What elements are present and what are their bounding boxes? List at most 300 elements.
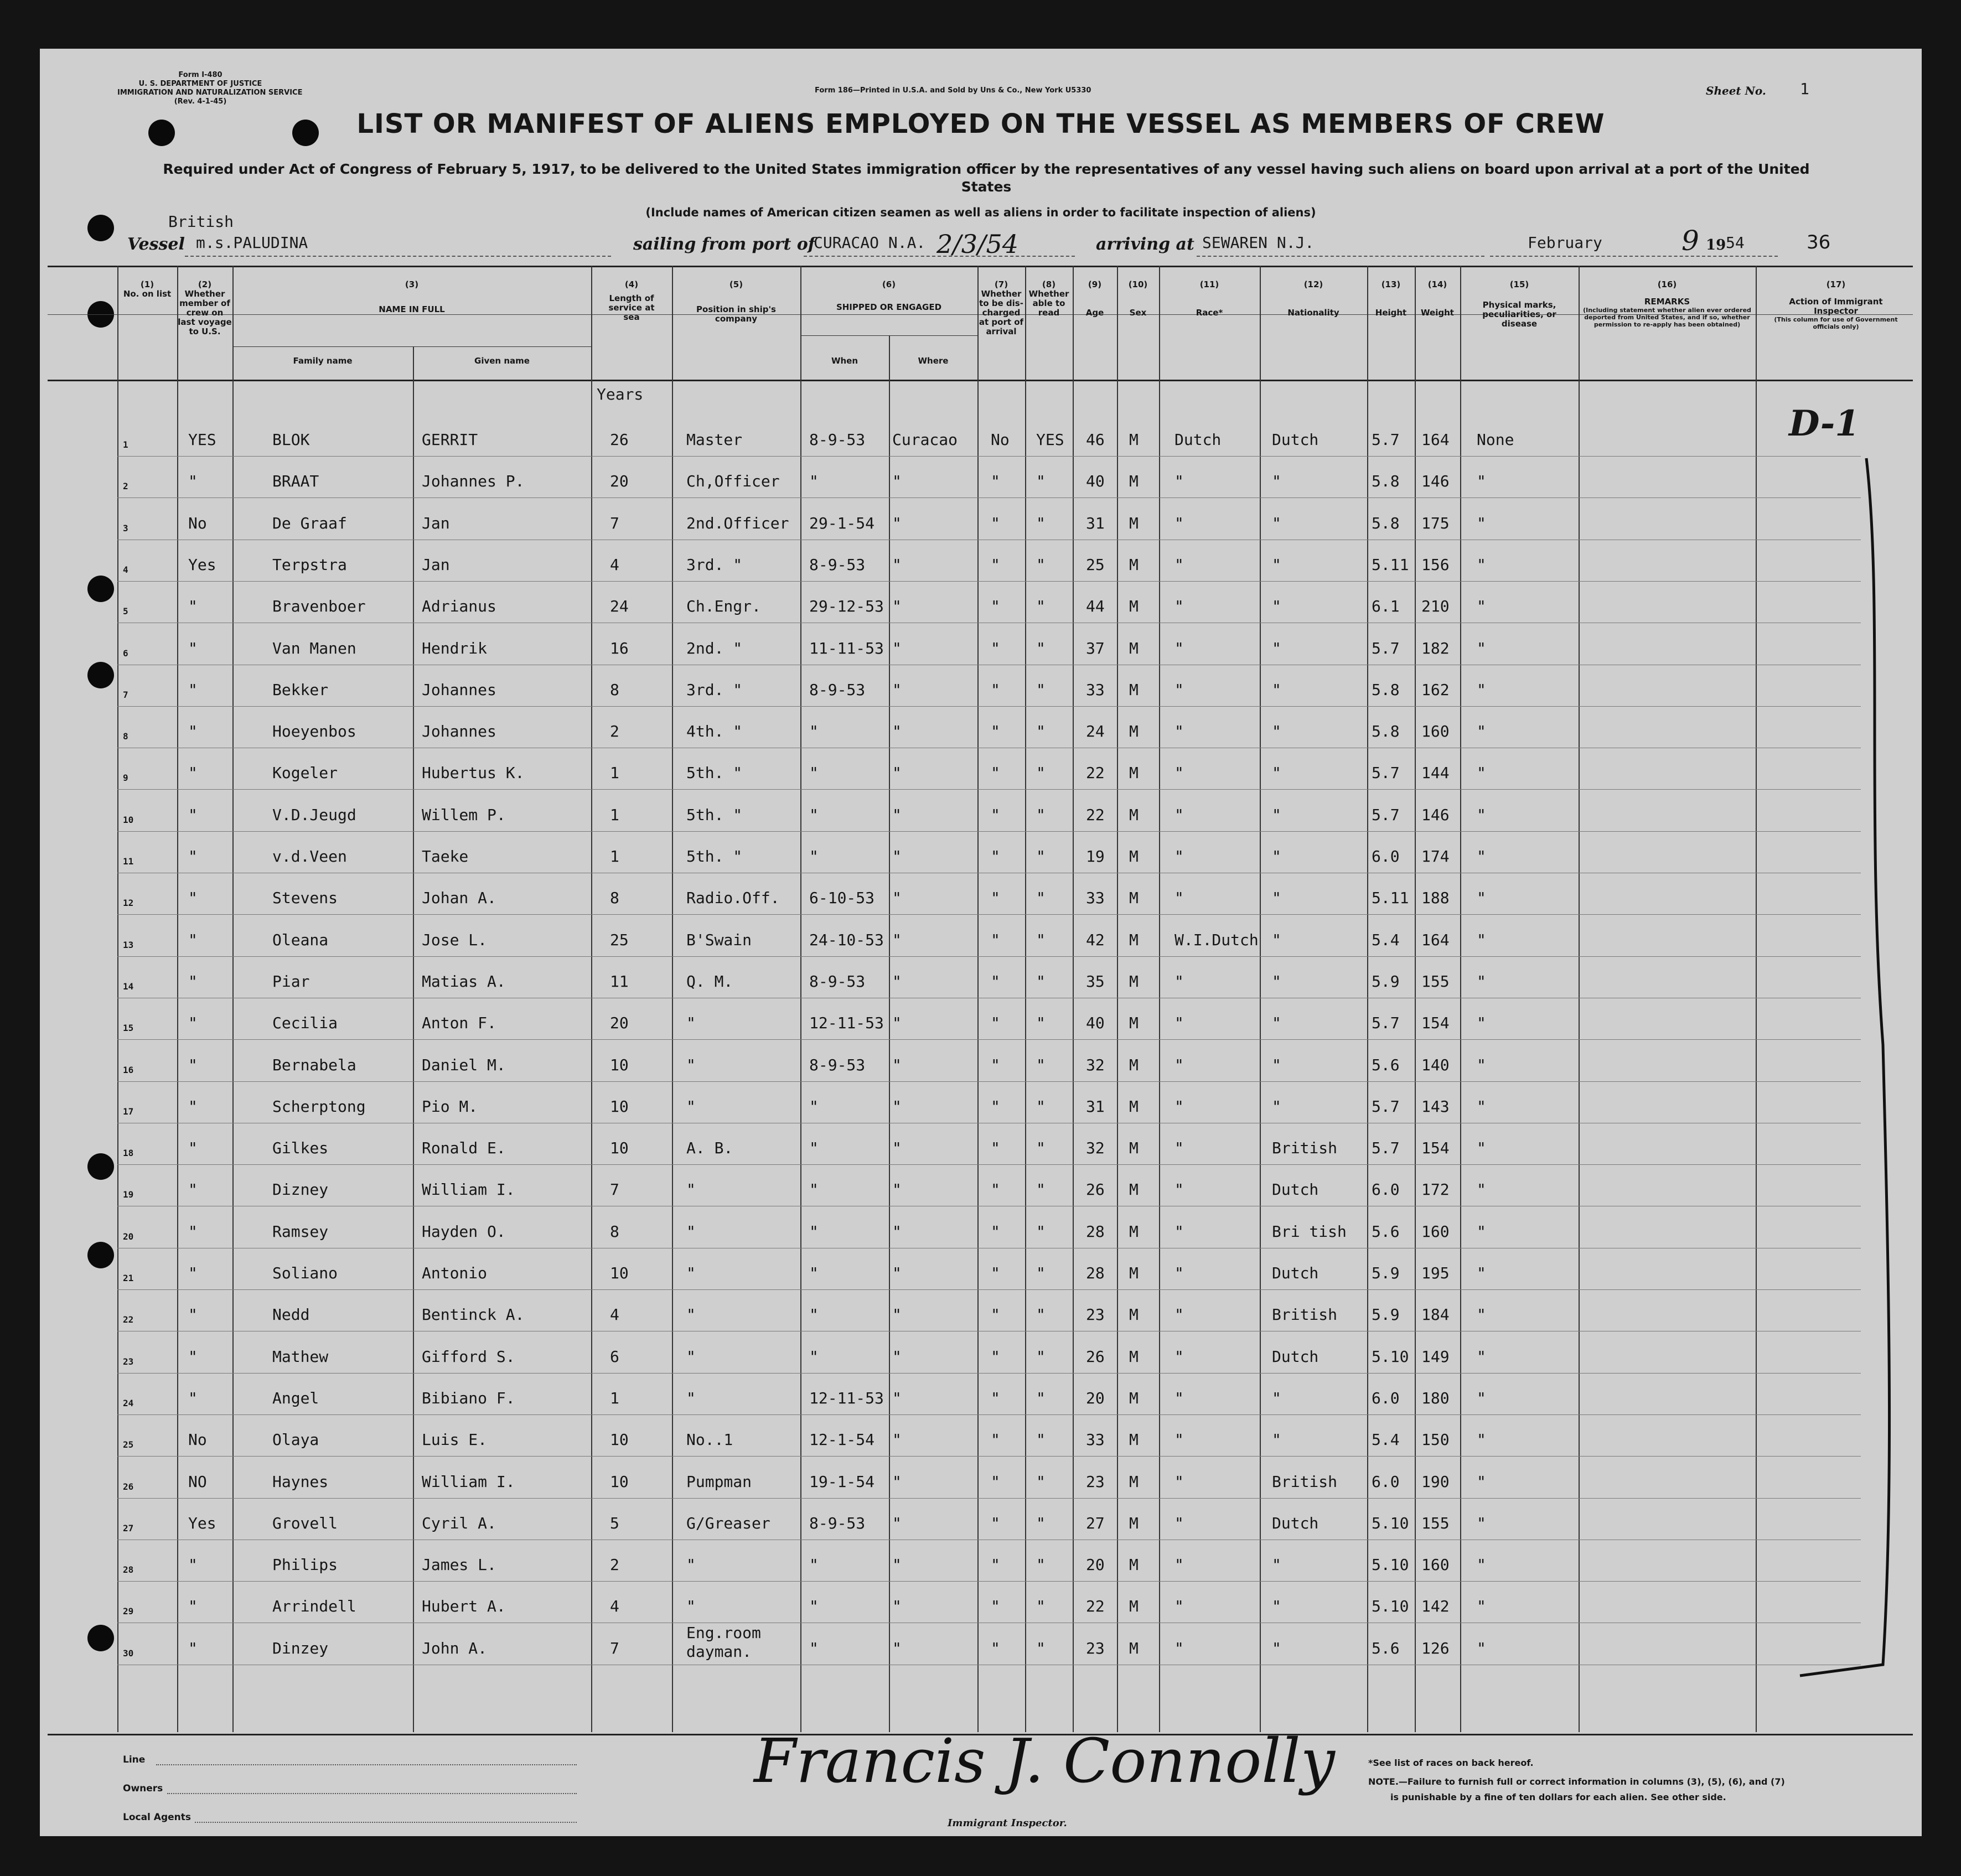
service-cell: 10 bbox=[610, 1139, 629, 1158]
voyage-cell: " bbox=[188, 1222, 198, 1241]
sex-cell: M bbox=[1129, 930, 1139, 949]
discharge-cell: " bbox=[991, 930, 1000, 949]
given-name-cell: Hubertus K. bbox=[422, 764, 525, 782]
where-cell: " bbox=[892, 1388, 902, 1407]
when-cell: " bbox=[809, 472, 819, 491]
read-cell: " bbox=[1036, 722, 1046, 741]
voyage-cell: YES bbox=[188, 431, 216, 449]
family-name-cell: Bravenboer bbox=[272, 597, 366, 616]
where-cell: " bbox=[892, 1472, 902, 1491]
weight-cell: 149 bbox=[1421, 1347, 1450, 1366]
when-cell: 8-9-53 bbox=[809, 1514, 866, 1532]
row-number: 2 bbox=[123, 481, 128, 492]
position-cell: A. B. bbox=[686, 1139, 733, 1158]
given-name-cell: Luis E. bbox=[422, 1431, 488, 1449]
where-cell: " bbox=[892, 889, 902, 908]
when-cell: " bbox=[809, 847, 819, 866]
position-cell: 2nd.Officer bbox=[686, 514, 789, 532]
race-cell: Dutch bbox=[1174, 431, 1222, 449]
service-cell: 1 bbox=[610, 847, 619, 866]
sex-cell: M bbox=[1129, 472, 1139, 491]
given-name-cell: James L. bbox=[422, 1556, 496, 1574]
service-cell: 11 bbox=[610, 972, 629, 991]
vessel-flag: British bbox=[168, 213, 234, 231]
height-cell: 5.9 bbox=[1372, 972, 1400, 991]
discharge-cell: " bbox=[991, 1639, 1000, 1657]
given-name-cell: Jan bbox=[422, 555, 450, 574]
read-cell: " bbox=[1036, 805, 1046, 824]
height-cell: 5.10 bbox=[1372, 1556, 1409, 1574]
sex-cell: M bbox=[1129, 1514, 1139, 1532]
voyage-cell: Yes bbox=[188, 1514, 216, 1532]
race-cell: " bbox=[1174, 1097, 1184, 1116]
marks-cell: " bbox=[1477, 1514, 1486, 1532]
col-sex-header: (10) Sex bbox=[1128, 279, 1148, 318]
height-cell: 5.10 bbox=[1372, 1597, 1409, 1616]
voyage-cell: " bbox=[188, 1014, 198, 1033]
row-number: 19 bbox=[123, 1189, 134, 1200]
race-cell: " bbox=[1174, 1305, 1184, 1324]
family-name-cell: BRAAT bbox=[272, 472, 319, 491]
row-divider bbox=[117, 456, 1861, 457]
when-cell: " bbox=[809, 1222, 819, 1241]
weight-cell: 174 bbox=[1421, 847, 1450, 866]
family-name-cell: Bernabela bbox=[272, 1055, 356, 1074]
age-cell: 28 bbox=[1086, 1264, 1105, 1282]
where-cell: " bbox=[892, 639, 902, 657]
year-prefix: 19 bbox=[1706, 237, 1726, 253]
position-cell: Pumpman bbox=[686, 1472, 752, 1491]
service-cell: 20 bbox=[610, 1014, 629, 1033]
service-cell: 6 bbox=[610, 1347, 619, 1366]
read-cell: " bbox=[1036, 1014, 1046, 1033]
row-number: 26 bbox=[123, 1481, 134, 1492]
nationality-cell: " bbox=[1272, 847, 1281, 866]
discharge-cell: " bbox=[991, 972, 1000, 991]
marks-cell: " bbox=[1477, 1139, 1486, 1158]
position-cell: " bbox=[686, 1264, 696, 1282]
marks-cell: " bbox=[1477, 597, 1486, 616]
nationality-cell: " bbox=[1272, 805, 1281, 824]
when-cell: " bbox=[809, 722, 819, 741]
age-cell: 28 bbox=[1086, 1222, 1105, 1241]
row-number: 17 bbox=[123, 1106, 134, 1117]
read-cell: " bbox=[1036, 972, 1046, 991]
col-weight-header: (14) Weight bbox=[1421, 279, 1454, 318]
height-cell: 5.7 bbox=[1372, 764, 1400, 782]
where-cell: " bbox=[892, 1264, 902, 1282]
when-cell: 19-1-54 bbox=[809, 1472, 875, 1491]
weight-cell: 182 bbox=[1421, 639, 1450, 657]
voyage-cell: No bbox=[188, 514, 207, 532]
age-cell: 32 bbox=[1086, 1139, 1105, 1158]
voyage-cell: " bbox=[188, 764, 198, 782]
service-cell: 10 bbox=[610, 1097, 629, 1116]
service-cell: 4 bbox=[610, 555, 619, 574]
height-cell: 5.7 bbox=[1372, 1139, 1400, 1158]
race-cell: " bbox=[1174, 514, 1184, 532]
family-name-cell: Scherptong bbox=[272, 1097, 366, 1116]
marks-cell: " bbox=[1477, 1222, 1486, 1241]
sheet-label: Sheet No. bbox=[1706, 84, 1766, 97]
when-cell: 8-9-53 bbox=[809, 1055, 866, 1074]
discharge-cell: No bbox=[991, 431, 1010, 449]
sex-cell: M bbox=[1129, 1388, 1139, 1407]
position-cell: " bbox=[686, 1556, 696, 1574]
position-cell: Master bbox=[686, 431, 743, 449]
voyage-cell: " bbox=[188, 1264, 198, 1282]
discharge-cell: " bbox=[991, 1055, 1000, 1074]
when-cell: 12-1-54 bbox=[809, 1431, 875, 1449]
given-name-cell: Hendrik bbox=[422, 639, 488, 657]
form-id-block bbox=[117, 71, 303, 106]
marks-cell: " bbox=[1477, 722, 1486, 741]
given-name-cell: Jose L. bbox=[422, 930, 488, 949]
col-nationality-header: (12) Nationality bbox=[1287, 279, 1339, 318]
col-read-header: (8) Whether able to read bbox=[1028, 279, 1069, 318]
age-cell: 32 bbox=[1086, 1055, 1105, 1074]
row-divider bbox=[117, 1456, 1861, 1457]
nationality-cell: " bbox=[1272, 1055, 1281, 1074]
height-cell: 5.11 bbox=[1372, 889, 1409, 908]
race-cell: " bbox=[1174, 972, 1184, 991]
where-cell: " bbox=[892, 1305, 902, 1324]
nationality-cell: Dutch bbox=[1272, 1264, 1319, 1282]
sex-cell: M bbox=[1129, 722, 1139, 741]
weight-cell: 160 bbox=[1421, 1556, 1450, 1574]
sex-cell: M bbox=[1129, 639, 1139, 657]
position-cell: " bbox=[686, 1014, 696, 1033]
height-cell: 6.0 bbox=[1372, 1388, 1400, 1407]
given-name-cell: Bibiano F. bbox=[422, 1388, 515, 1407]
discharge-cell: " bbox=[991, 639, 1000, 657]
height-cell: 5.4 bbox=[1372, 1431, 1400, 1449]
row-number: 6 bbox=[123, 647, 128, 659]
given-name-cell: Johannes bbox=[422, 680, 496, 699]
service-cell: 2 bbox=[610, 1556, 619, 1574]
sex-cell: M bbox=[1129, 555, 1139, 574]
col-race-header: (11) Race* bbox=[1196, 279, 1223, 318]
col-remarks-header: (16) REMARKS (Including statement whether alien ever ordered deported from United States, and if so, whether permission to re-apply has been obtained) bbox=[1583, 279, 1751, 328]
inspector-signature: Francis J. Connolly bbox=[754, 1725, 1335, 1796]
col-action-header: (17) Action of Immigrant Inspector (This column for use of Government officials only) bbox=[1774, 279, 1898, 330]
position-cell: 2nd. " bbox=[686, 639, 743, 657]
form-number: Form I-480 bbox=[178, 71, 223, 79]
inspector-label: Immigrant Inspector. bbox=[948, 1817, 1067, 1829]
position-cell: 3rd. " bbox=[686, 680, 743, 699]
service-cell: 1 bbox=[610, 1388, 619, 1407]
age-cell: 23 bbox=[1086, 1305, 1105, 1324]
family-name-cell: BLOK bbox=[272, 431, 310, 449]
row-number: 27 bbox=[123, 1522, 134, 1533]
voyage-cell: " bbox=[188, 889, 198, 908]
col-shipped-header: (6) SHIPPED OR ENGAGED bbox=[836, 279, 942, 312]
sex-cell: M bbox=[1129, 1222, 1139, 1241]
service-cell: 10 bbox=[610, 1431, 629, 1449]
sex-cell: M bbox=[1129, 1597, 1139, 1616]
given-name-cell: William I. bbox=[422, 1180, 515, 1199]
when-cell: 29-12-53 bbox=[809, 597, 884, 616]
race-cell: " bbox=[1174, 1055, 1184, 1074]
nationality-cell: " bbox=[1272, 1014, 1281, 1033]
when-cell: " bbox=[809, 1597, 819, 1616]
nationality-cell: " bbox=[1272, 639, 1281, 657]
nationality-cell: " bbox=[1272, 555, 1281, 574]
when-cell: 24-10-53 bbox=[809, 930, 884, 949]
service-cell: 25 bbox=[610, 930, 629, 949]
position-cell: " bbox=[686, 1347, 696, 1366]
voyage-cell: " bbox=[188, 1097, 198, 1116]
position-cell: No..1 bbox=[686, 1431, 733, 1449]
arrival-day: 9 bbox=[1681, 225, 1699, 257]
weight-cell: 175 bbox=[1421, 514, 1450, 532]
race-cell: " bbox=[1174, 1222, 1184, 1241]
row-number: 4 bbox=[123, 564, 128, 575]
height-cell: 6.0 bbox=[1372, 847, 1400, 866]
col-position-header: (5) Position in ship's company bbox=[696, 279, 776, 324]
nationality-cell: Dutch bbox=[1272, 1514, 1319, 1532]
sex-cell: M bbox=[1129, 680, 1139, 699]
action-bracket-line bbox=[1756, 436, 1922, 1731]
read-cell: " bbox=[1036, 1097, 1046, 1116]
sex-cell: M bbox=[1129, 1180, 1139, 1199]
race-cell: " bbox=[1174, 764, 1184, 782]
row-number: 10 bbox=[123, 814, 134, 825]
family-name-cell: Kogeler bbox=[272, 764, 338, 782]
page-number: 36 bbox=[1807, 231, 1831, 253]
family-name-cell: v.d.Veen bbox=[272, 847, 347, 866]
position-cell: " bbox=[686, 1222, 696, 1241]
weight-cell: 160 bbox=[1421, 722, 1450, 741]
row-number: 12 bbox=[123, 898, 134, 909]
race-cell: " bbox=[1174, 1264, 1184, 1282]
given-name-cell: Hubert A. bbox=[422, 1597, 506, 1616]
row-number: 22 bbox=[123, 1314, 134, 1325]
row-number: 18 bbox=[123, 1148, 134, 1159]
height-cell: 5.7 bbox=[1372, 1014, 1400, 1033]
age-cell: 20 bbox=[1086, 1388, 1105, 1407]
marks-cell: " bbox=[1477, 1431, 1486, 1449]
where-cell: " bbox=[892, 597, 902, 616]
nationality-cell: " bbox=[1272, 889, 1281, 908]
age-cell: 42 bbox=[1086, 930, 1105, 949]
when-cell: " bbox=[809, 1264, 819, 1282]
row-divider bbox=[117, 1581, 1861, 1582]
read-cell: " bbox=[1036, 1431, 1046, 1449]
height-cell: 6.0 bbox=[1372, 1180, 1400, 1199]
marks-cell: " bbox=[1477, 764, 1486, 782]
family-name-cell: V.D.Jeugd bbox=[272, 805, 356, 824]
sex-cell: M bbox=[1129, 1431, 1139, 1449]
sex-cell: M bbox=[1129, 847, 1139, 866]
race-cell: " bbox=[1174, 722, 1184, 741]
footer-agents-label: Local Agents bbox=[123, 1812, 192, 1823]
position-cell: " bbox=[686, 1305, 696, 1324]
col-height-header: (13) Height bbox=[1375, 279, 1407, 318]
height-cell: 5.7 bbox=[1372, 805, 1400, 824]
when-cell: " bbox=[809, 1097, 819, 1116]
race-cell: W.I.Dutch bbox=[1174, 930, 1259, 949]
marks-cell: None bbox=[1477, 431, 1514, 449]
marks-cell: " bbox=[1477, 972, 1486, 991]
family-name-cell: Cecilia bbox=[272, 1014, 338, 1033]
nationality-cell: " bbox=[1272, 1388, 1281, 1407]
where-cell: " bbox=[892, 1055, 902, 1074]
marks-cell: " bbox=[1477, 889, 1486, 908]
service-cell: 4 bbox=[610, 1305, 619, 1324]
row-divider bbox=[117, 497, 1861, 498]
weight-cell: 154 bbox=[1421, 1014, 1450, 1033]
service-cell: 8 bbox=[610, 680, 619, 699]
read-cell: " bbox=[1036, 1055, 1046, 1074]
family-name-cell: Piar bbox=[272, 972, 310, 991]
nationality-cell: British bbox=[1272, 1472, 1338, 1491]
row-number: 20 bbox=[123, 1231, 134, 1242]
col-voyage-header: (2) Whether member of crew on last voyage to U.S. bbox=[178, 279, 232, 336]
position-cell: " bbox=[686, 1388, 696, 1407]
read-cell: " bbox=[1036, 1264, 1046, 1282]
height-cell: 5.8 bbox=[1372, 514, 1400, 532]
marks-cell: " bbox=[1477, 514, 1486, 532]
weight-cell: 164 bbox=[1421, 431, 1450, 449]
arrival-year: 54 bbox=[1726, 234, 1745, 252]
weight-cell: 195 bbox=[1421, 1264, 1450, 1282]
when-cell: " bbox=[809, 1180, 819, 1199]
when-cell: 8-9-53 bbox=[809, 680, 866, 699]
marks-cell: " bbox=[1477, 805, 1486, 824]
marks-cell: " bbox=[1477, 1055, 1486, 1074]
weight-cell: 172 bbox=[1421, 1180, 1450, 1199]
read-cell: " bbox=[1036, 597, 1046, 616]
position-cell: 5th. " bbox=[686, 847, 743, 866]
nationality-cell: " bbox=[1272, 514, 1281, 532]
voyage-cell: Yes bbox=[188, 555, 216, 574]
voyage-cell: No bbox=[188, 1431, 207, 1449]
service-cell: 7 bbox=[610, 1639, 619, 1657]
weight-cell: 146 bbox=[1421, 472, 1450, 491]
footer-line-label: Line bbox=[123, 1754, 146, 1765]
sex-cell: M bbox=[1129, 514, 1139, 532]
when-cell: " bbox=[809, 1556, 819, 1574]
family-name-cell: Philips bbox=[272, 1556, 338, 1574]
discharge-cell: " bbox=[991, 597, 1000, 616]
age-cell: 31 bbox=[1086, 514, 1105, 532]
nationality-cell: " bbox=[1272, 1431, 1281, 1449]
age-cell: 26 bbox=[1086, 1180, 1105, 1199]
vessel-name: m.s.PALUDINA bbox=[196, 234, 308, 252]
family-name-cell: Terpstra bbox=[272, 555, 347, 574]
where-cell: " bbox=[892, 1556, 902, 1574]
discharge-cell: " bbox=[991, 1139, 1000, 1158]
family-name-cell: Soliano bbox=[272, 1264, 338, 1282]
col-age-header: (9) Age bbox=[1085, 279, 1104, 318]
weight-cell: 144 bbox=[1421, 764, 1450, 782]
row-number: 29 bbox=[123, 1606, 134, 1617]
marks-cell: " bbox=[1477, 1347, 1486, 1366]
row-divider bbox=[117, 706, 1861, 707]
weight-cell: 156 bbox=[1421, 555, 1450, 574]
nationality-cell: " bbox=[1272, 1639, 1281, 1657]
footnote-races: *See list of races on back hereof. bbox=[1368, 1758, 1534, 1768]
read-cell: " bbox=[1036, 1347, 1046, 1366]
voyage-cell: " bbox=[188, 1347, 198, 1366]
family-name-cell: Van Manen bbox=[272, 639, 356, 657]
discharge-cell: " bbox=[991, 514, 1000, 532]
age-cell: 27 bbox=[1086, 1514, 1105, 1532]
nationality-cell: " bbox=[1272, 472, 1281, 491]
discharge-cell: " bbox=[991, 1556, 1000, 1574]
family-name-cell: Mathew bbox=[272, 1347, 329, 1366]
row-divider bbox=[117, 956, 1861, 957]
family-name-cell: Stevens bbox=[272, 889, 338, 908]
where-cell: " bbox=[892, 1222, 902, 1241]
where-cell: " bbox=[892, 722, 902, 741]
sheet-number: 1 bbox=[1800, 80, 1809, 98]
given-name-cell: Anton F. bbox=[422, 1014, 496, 1033]
read-cell: " bbox=[1036, 1597, 1046, 1616]
discharge-cell: " bbox=[991, 805, 1000, 824]
race-cell: " bbox=[1174, 1597, 1184, 1616]
service-cell: 10 bbox=[610, 1055, 629, 1074]
weight-cell: 190 bbox=[1421, 1472, 1450, 1491]
age-cell: 44 bbox=[1086, 597, 1105, 616]
weight-cell: 160 bbox=[1421, 1222, 1450, 1241]
height-cell: 5.10 bbox=[1372, 1514, 1409, 1532]
arriving-label: arriving at bbox=[1096, 235, 1194, 254]
where-cell: " bbox=[892, 805, 902, 824]
given-name-cell: Antonio bbox=[422, 1264, 488, 1282]
where-cell: " bbox=[892, 1139, 902, 1158]
family-name-cell: Gilkes bbox=[272, 1139, 329, 1158]
race-cell: " bbox=[1174, 555, 1184, 574]
position-cell: 3rd. " bbox=[686, 555, 743, 574]
family-name-cell: Haynes bbox=[272, 1472, 329, 1491]
where-cell: " bbox=[892, 680, 902, 699]
age-cell: 40 bbox=[1086, 1014, 1105, 1033]
voyage-cell: " bbox=[188, 1556, 198, 1574]
where-cell: " bbox=[892, 555, 902, 574]
race-cell: " bbox=[1174, 889, 1184, 908]
service-cell: 1 bbox=[610, 764, 619, 782]
voyage-cell: " bbox=[188, 1055, 198, 1074]
sex-cell: M bbox=[1129, 1556, 1139, 1574]
read-cell: " bbox=[1036, 1388, 1046, 1407]
service-cell: 8 bbox=[610, 1222, 619, 1241]
weight-cell: 210 bbox=[1421, 597, 1450, 616]
years-label: Years bbox=[597, 385, 644, 403]
row-number: 3 bbox=[123, 522, 128, 533]
col-no-header: (1) No. on list bbox=[123, 279, 172, 299]
where-cell: " bbox=[892, 764, 902, 782]
col-service-header: (4) Length of service at sea bbox=[608, 279, 655, 322]
race-cell: " bbox=[1174, 1431, 1184, 1449]
marks-cell: " bbox=[1477, 1180, 1486, 1199]
read-cell: " bbox=[1036, 930, 1046, 949]
when-cell: 12-11-53 bbox=[809, 1014, 884, 1033]
arrival-port: SEWAREN N.J. bbox=[1202, 234, 1315, 252]
given-name-cell: Matias A. bbox=[422, 972, 506, 991]
sex-cell: M bbox=[1129, 764, 1139, 782]
departure-port: CURACAO N.A. bbox=[814, 234, 926, 252]
discharge-cell: " bbox=[991, 472, 1000, 491]
read-cell: " bbox=[1036, 1180, 1046, 1199]
nationality-cell: " bbox=[1272, 722, 1281, 741]
given-name-cell: William I. bbox=[422, 1472, 515, 1491]
race-cell: " bbox=[1174, 597, 1184, 616]
sex-cell: M bbox=[1129, 1097, 1139, 1116]
row-number: 9 bbox=[123, 773, 128, 784]
age-cell: 20 bbox=[1086, 1556, 1105, 1574]
